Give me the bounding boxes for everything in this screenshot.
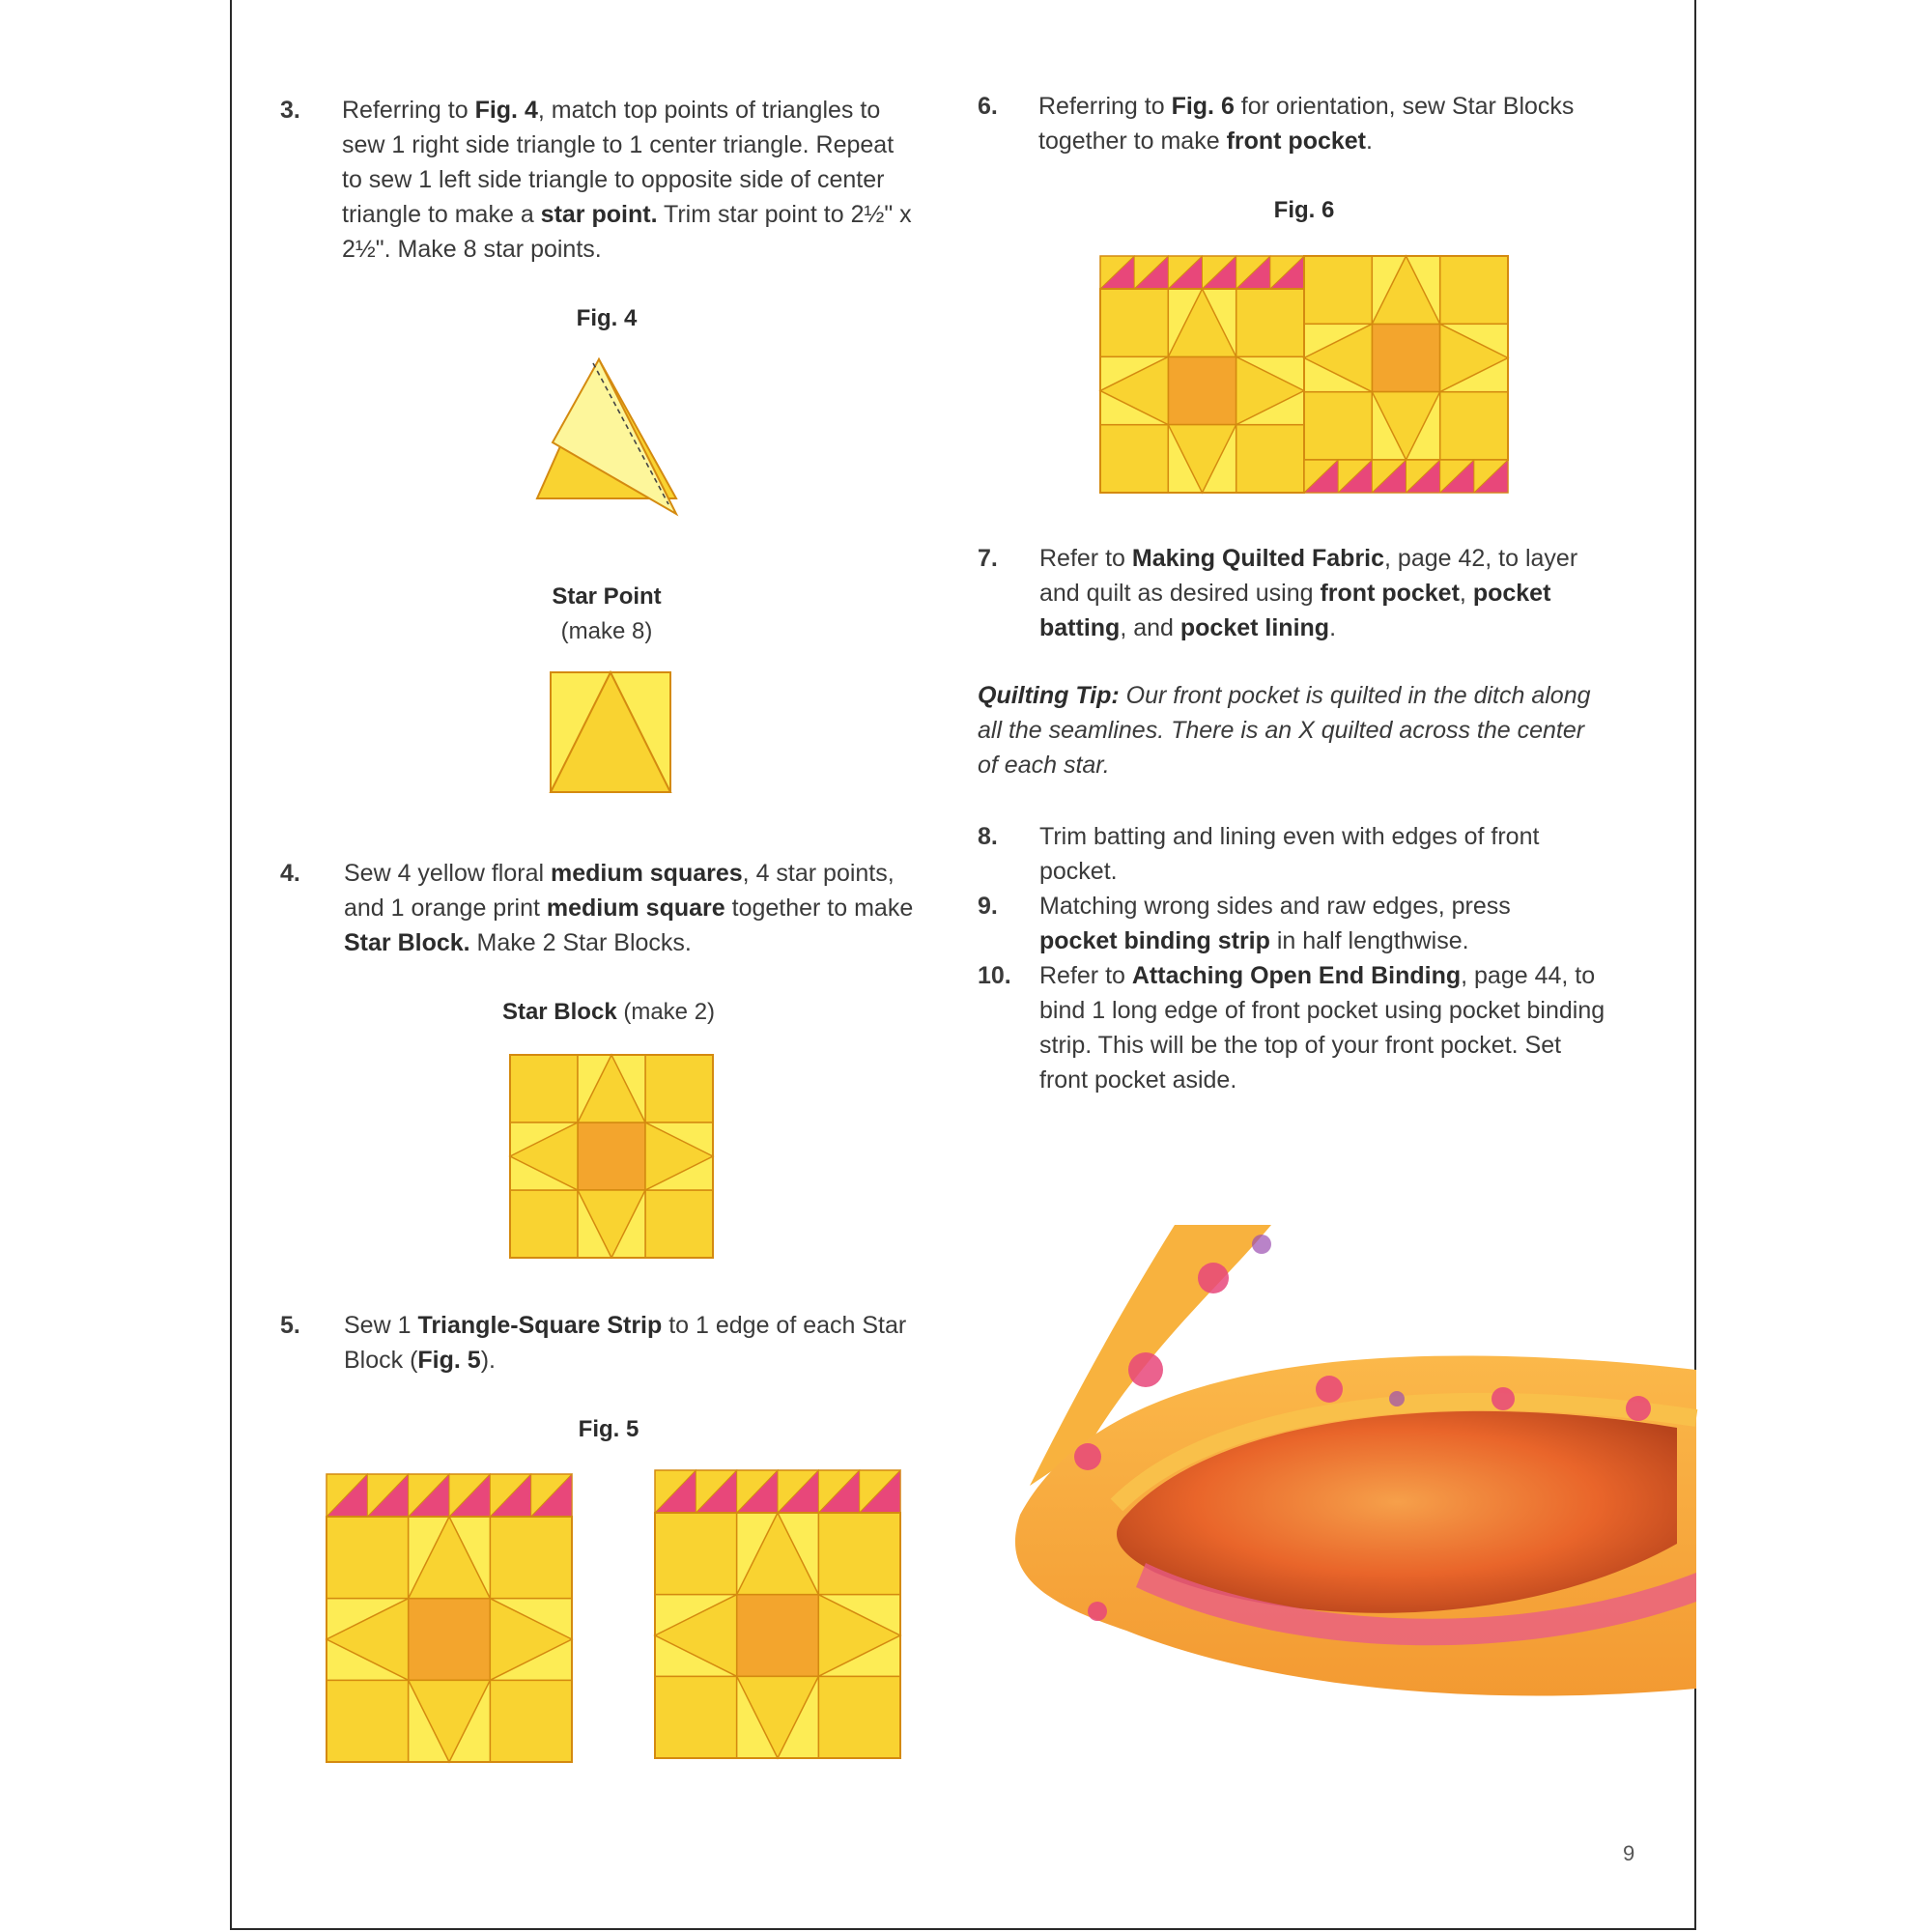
step-text: Sew 1 Triangle-Square Strip to 1 edge of each Star Block (Fig. 5).	[344, 1312, 907, 1374]
bag-photo	[981, 1225, 1696, 1727]
fig-5-block-right	[655, 1470, 900, 1760]
fig-6-front-pocket	[1100, 256, 1508, 497]
step-number: 8.	[978, 823, 998, 850]
fig-5-caption: Fig. 5	[578, 1416, 639, 1442]
step-text: Refer to Attaching Open End Binding, page 44, to bind 1 long edge of front pocket using pocket binding strip. This will be the top of your front pocket. Set front pocket aside.	[1039, 962, 1605, 1094]
star-block-diagram	[510, 1055, 713, 1258]
step-number: 7.	[978, 545, 998, 572]
step-text: Matching wrong sides and raw edges, press pocket binding strip in half lengthwise.	[1039, 893, 1511, 954]
quilting-tip: Quilting Tip: Our front pocket is quilted in the ditch along all the seamlines. There is an X quilted across the center of each star.	[978, 682, 1591, 779]
step-number: 10.	[978, 962, 1011, 989]
step-number: 4.	[280, 860, 300, 887]
fig-4-caption: Fig. 4	[576, 305, 638, 331]
step-number: 6.	[978, 93, 998, 120]
fig-6-block-right	[1304, 256, 1508, 493]
step-text: Sew 4 yellow floral medium squares, 4 star points, and 1 orange print medium square together to make Star Block. Make 2 Star Blocks.	[344, 860, 914, 956]
star-point-caption: Star Point (make 8)	[552, 583, 662, 644]
step-text: Trim batting and lining even with edges of front pocket.	[1039, 823, 1540, 885]
page-number: 9	[1623, 1841, 1635, 1865]
star-block-caption: Star Block (make 2)	[501, 999, 716, 1025]
step-text: Referring to Fig. 6 for orientation, sew Star Blocks together to make front pocket.	[1038, 93, 1575, 155]
step-text: Referring to Fig. 4, match top points of triangles to sew 1 right side triangle to 1 center triangle. Repeat to sew 1 left side triangle to opposite side of center triangle to make a star point. Trim star point to 2½" x 2½". Make 8 star points.	[342, 97, 912, 263]
step-text: Refer to Making Quilted Fabric, page 42, to layer and quilt as desired using front pocket, pocket batting, and pocket lining.	[1039, 545, 1578, 641]
fig-6-block-left	[1100, 256, 1304, 493]
star-point-diagram	[551, 672, 670, 792]
step-number: 3.	[280, 97, 300, 124]
step-number: 9.	[978, 893, 998, 920]
step-number: 5.	[280, 1312, 300, 1339]
fig-6-caption: Fig. 6	[1273, 197, 1335, 223]
fig-4-diagram	[533, 359, 659, 514]
fig-5-block-left	[327, 1474, 572, 1764]
